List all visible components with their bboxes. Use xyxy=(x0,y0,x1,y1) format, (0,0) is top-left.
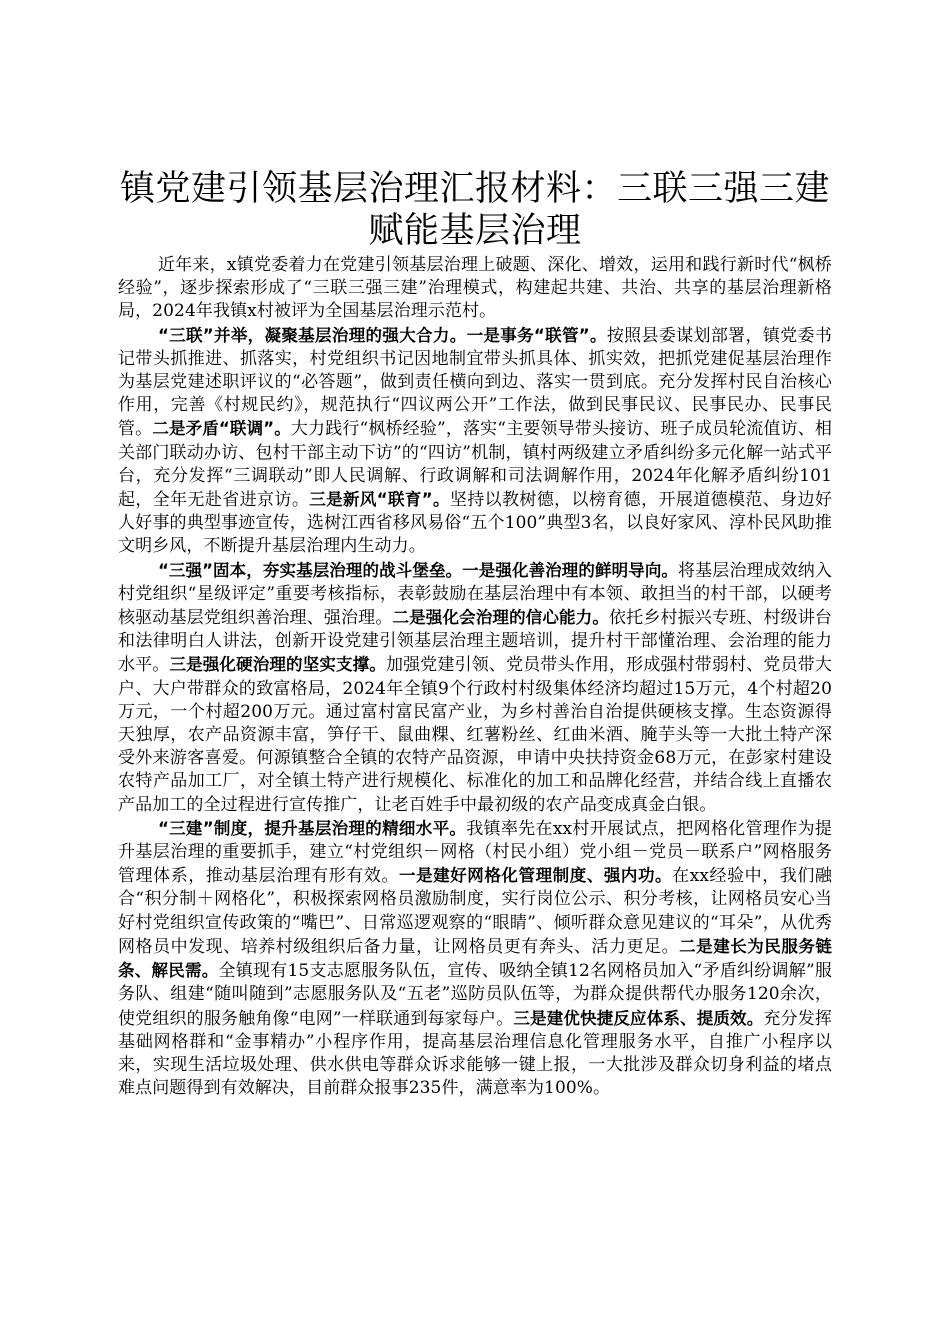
title-line-2: 赋能基层治理 xyxy=(368,211,582,251)
bold-heading-run: “三建”制度，提升基层治理的精细水平。 xyxy=(157,818,467,838)
text-run: 在xx经验中，我们融合“积分制＋网格化”，积极探索网格员激励制度，实行岗位公示、积分考核，让网格员安心当好村党组织宣传政策的“嘴巴”、日常巡逻观察的“眼睛”、倾听群众意见建议的“耳朵”，从优秀网格员中发现、培养村级组织后备力量，让网格员更有奔头、活力更足。 xyxy=(118,866,832,957)
bold-heading-run: “三联”并举，凝聚基层治理的强大合力。一是事务“联管”。 xyxy=(157,325,607,345)
text-run: 加强党建引领、党员带头作用，形成强村带弱村、党员带大户、大户带群众的致富格局，2024年全镇9个行政村村级集体经济均超过15万元，4个村超20万元，一个村超200万元。通过富村富民富产业，为乡村善治自治提供硬核支撑。生态资源得天独厚，农产品资源丰富，笋仔干、鼠曲粿、红薯粉丝、红曲米酒、腌芋头等一大批土特产深受外来游客喜爱。何源镇整合全镇的农特产品资源，申请中央扶持资金68万元，在彭家村建设农特产品加工厂，对全镇土特产进行规模化、标准化的加工和品牌化经营，并结合线上直播农产品加工的全过程进行宣传推广，让老百姓手中最初级的农产品变成真金白银。 xyxy=(118,655,832,815)
bold-heading-run: 三是新风“联育”。 xyxy=(309,490,450,510)
text-run: 按照县委谋划部署，镇党委书记带头抓推进、抓落实，村党组织书记因地制宜带头抓具体、抓实效，把抓党建促基层治理作为基层党建述职评议的“必答题”，做到责任横向到边、落实一贯到底。充分发挥村民自治核心作用，完善《村规民约》，规范执行“四议两公开”工作法，做到民事民议、民事民办、民事民管。 xyxy=(118,325,832,440)
text-run: 依托乡村振兴专班、村级讲台和法律明白人讲法，创新开设党建引领基层治理主题培训，提升村干部懂治理、会治理的能力水平。 xyxy=(118,608,832,676)
bold-heading-run: 一是建好网格化管理制度、强内功。 xyxy=(399,866,673,886)
bold-heading-run: “三强”固本，夯实基层治理的战斗堡垒。一是强化善治理的鲜明导向。 xyxy=(157,560,679,580)
bold-heading-run: 三是建优快捷反应体系、提质效。 xyxy=(513,1008,764,1028)
text-run: 全镇现有15支志愿服务队伍，宣传、吸纳全镇12名网格员加入“矛盾纠纷调解”服务队、组建“随叫随到”志愿服务队及“五老”巡防员队伍等，为群众提供帮代办服务120余次，使党组织的服务触角像“电网”一样联通到每家每户。 xyxy=(118,961,832,1029)
text-run: 大力践行“枫桥经验”，落实“主要领导带头接访、班子成员轮流值访、相关部门联动办访、包村干部主动下访”的“四访”机制，镇村两级建立矛盾纠纷多元化解一站式平台，充分发挥“三调联动”即人民调解、行政调解和司法调解作用，2024年化解矛盾纠纷101起，全年无赴省进京访。 xyxy=(118,419,832,511)
text-run: 坚持以教树德，以榜育德，开展道德模范、身边好人好事的典型事迹宣传，选树江西省移风易俗“五个100”典型3名，以良好家风、淳朴民风助推文明乡风，不断提升基层治理内生动力。 xyxy=(118,490,832,557)
bold-heading-run: 二是建长为民服务链条、解民需。 xyxy=(118,936,833,981)
paragraph-three-links xyxy=(118,324,832,559)
bold-heading-run: 二是强化会治理的信心能力。 xyxy=(392,608,610,628)
text-run: 近年来，x镇党委着力在党建引领基层治理上破题、深化、增效，运用和践行新时代“枫桥经验”，逐步探索形成了“三联三强三建”治理模式，构建起共建、共治、共享的基层治理新格局，2024年我镇x村被评为全国基层治理示范村。 xyxy=(118,255,832,322)
text-run: 充分发挥基础网格群和“金事精办”小程序作用，提高基层治理信息化管理服务水平，自推广小程序以来，实现生活垃圾处理、供水供电等群众诉求能够一键上报，一大批涉及群众切身利益的堵点难点问题得到有效解决，目前群众报事235件，满意率为100%。 xyxy=(118,1008,833,1099)
paragraph-intro xyxy=(118,254,832,324)
document-page xyxy=(118,168,832,1100)
document-title xyxy=(118,168,832,252)
text-run: 我镇率先在xx村开展试点，把网格化管理作为提升基层治理的重要抓手，建立“村党组织－网格（村民小组）党小组－党员－联系户”网格服务管理体系，推动基层治理有形有效。 xyxy=(118,818,832,887)
paragraph-three-builds xyxy=(118,817,832,1100)
document-body xyxy=(118,254,832,1100)
title-line-1: 镇党建引领基层治理汇报材料：三联三强三建 xyxy=(119,169,830,209)
bold-heading-run: 三是强化硬治理的坚实支撑。 xyxy=(169,655,386,675)
bold-heading-run: 二是矛盾“联调”。 xyxy=(152,419,291,439)
paragraph-three-strengths xyxy=(118,559,832,817)
text-run: 将基层治理成效纳入村党组织“星级评定”重要考核指标，表彰鼓励在基层治理中有本领、敢担当的村干部，以硬考核驱动基层党组织善治理、强治理。 xyxy=(118,560,832,629)
